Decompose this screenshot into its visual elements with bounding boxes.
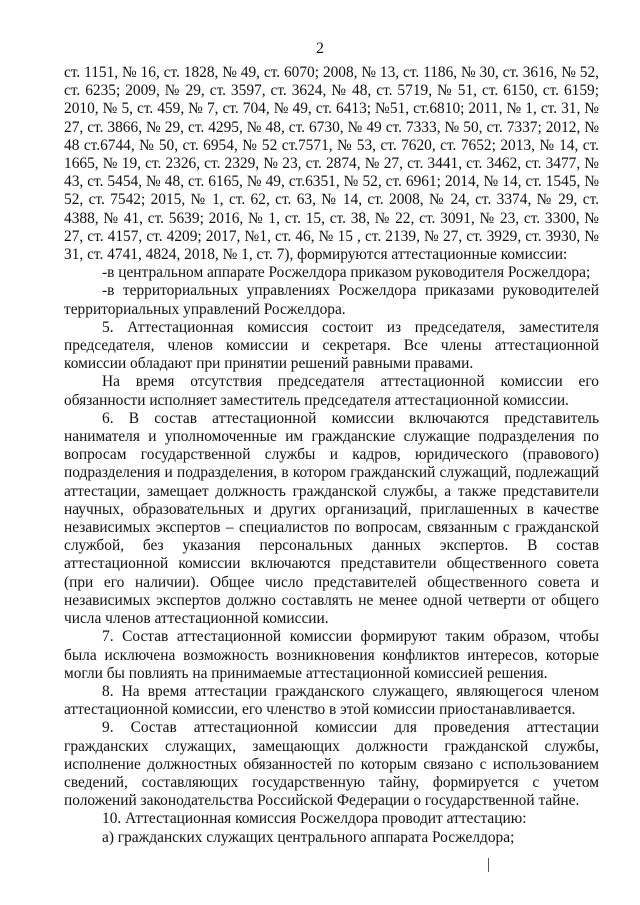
page-number: 2 bbox=[316, 40, 324, 57]
paragraph-item-7: 7. Состав аттестационной комиссии формируют таким образом, чтобы была исключена возможность возникновения конфликтов интересов, которые могли бы повлиять на принимаемые аттестационной комиссией решения. bbox=[64, 628, 599, 682]
paragraph-item-8: 8. На время аттестации гражданского служащего, являющегося членом аттестационной комиссии, его членство в этой комиссии приостанавливается. bbox=[64, 682, 599, 719]
paragraph-central-office-commissions: -в центральном аппарате Росжелдора приказом руководителя Росжелдора; bbox=[102, 264, 591, 282]
paragraph-item-10-a: а) гражданских служащих центрального аппарата Росжелдора; bbox=[102, 828, 515, 846]
paragraph-item-6: 6. В состав аттестационной комиссии включаются представитель нанимателя и уполномоченные им гражданские служащие подразделения по вопросам государственной службы и кадров, юридического (правового) подразделения и подразделения, в котором гражданский служащий, подлежащий аттестации, замещает должность гражданской службы, а также представители научных, образовательных и других организаций, приглашенных в качестве независимых экспертов – специалистов по вопросам, связанным с гражданской службой, без указания персональных данных экспертов. В состав аттестационной комиссии включаются представители общественного совета (при его наличии). Общее число представителей общественного совета и независимых экспертов должно составлять не менее одной четверти от общего числа членов аттестационной комиссии. bbox=[64, 409, 599, 628]
paragraph-item-5: 5. Аттестационная комиссия состоит из председателя, заместителя председателя, членов комиссии и секретаря. Все члены аттестационной комиссии обладают при принятии решений равными правами. bbox=[64, 318, 599, 373]
paragraph-chairman-absence: На время отсутствия председателя аттестационной комиссии его обязанности исполняет заместитель председателя аттестационной комиссии. bbox=[64, 373, 599, 409]
document-body bbox=[64, 64, 599, 847]
paragraph-item-10: 10. Аттестационная комиссия Росжелдора проводит аттестацию: bbox=[102, 810, 527, 828]
paragraph-territorial-commissions: -в территориальных управлениях Росжелдора приказами руководителей территориальных управлений Росжелдора. bbox=[64, 282, 599, 318]
scan-mark bbox=[488, 858, 489, 872]
paragraph-item-9: 9. Состав аттестационной комиссии для проведения аттестации гражданских служащих, замещающих должности гражданской службы, исполнение должностных обязанностей по которым связано с использованием сведений, составляющих государственную тайну, формируется с учетом положений законодательства Российской Федерации о государственной тайне. bbox=[64, 719, 599, 810]
paragraph-law-citations-continuation: ст. 1151, № 16, ст. 1828, № 49, ст. 6070; 2008, № 13, ст. 1186, № 30, ст. 3616, № 52, ст. 6235; 2009, № 29, ст. 3597, ст. 3624, № 48, ст. 5719, № 51, ст. 6150, ст. 6159; 2010, № 5, ст. 459, № 7, ст. 704, № 49, ст. 6413; №51, ст.6810; 2011, № 1, ст. 31, № 27, ст. 3866, № 29, ст. 4295, № 48, ст. 6730, № 49 ст. 7333, № 50, ст. 7337; 2012, № 48 ст.6744, № 50, ст. 6954, № 52 ст.7571, № 53, ст. 7620, ст. 7652; 2013, № 14, ст. 1665, № 19, ст. 2326, ст. 2329, № 23, ст. 2874, № 27, ст. 3441, ст. 3462, ст. 3477, № 43, ст. 5454, № 48, ст. 6165, № 49, ст.6351, № 52, ст. 6961; 2014, № 14, ст. 1545, № 52, ст. 7542; 2015, № 1, ст. 62, ст. 63, № 14, ст. 2008, № 24, ст. 3374, № 29, ст. 4388, № 41, ст. 5639; 2016, № 1, ст. 15, ст. 38, № 22, ст. 3091, № 23, ст. 3300, № 27, ст. 4157, ст. 4209; 2017, №1, ст. 46, № 15 , ст. 2139, № 27, ст. 3929, ст. 3930, № 31, ст. 4741, 4824, 2018, № 1, ст. 7), формируются аттестационные комиссии: bbox=[64, 64, 599, 264]
